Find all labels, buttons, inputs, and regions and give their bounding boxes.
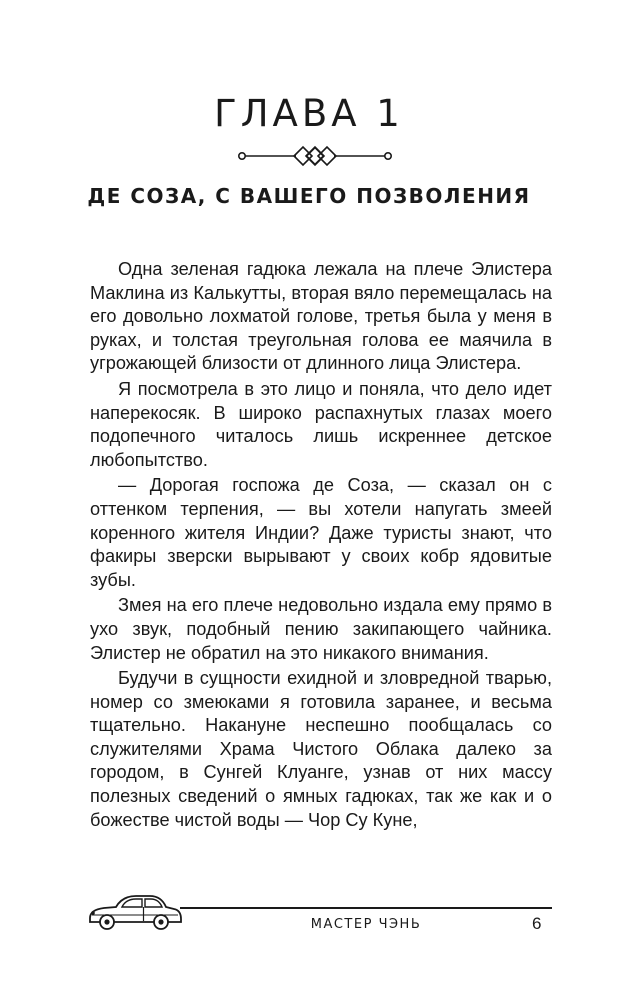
- paragraph: — Дорогая госпожа де Соза, — сказал он с оттенком терпения, — вы хотели напугать змеей коренного жителя Индии? Даже туристы знают, что факиры зверски вырывают у своих кобр ядовитые зубы.: [90, 475, 552, 590]
- paragraph: Будучи в сущности ехидной и зловредной тварью, номер со змеюками я готовила заранее, и весьма тщательно. Накануне неспешно пообщалась со служителями Храма Чистого Облака далеко за городом, в Сунгей Клуанге, узнав от них массу полезных сведений о ямных гадюках, так же как и о божестве чистой воды — Чор Су Куне,: [90, 668, 552, 830]
- footer-author: МАСТЕР ЧЭНЬ: [310, 917, 422, 932]
- chapter-title: ГЛАВА 1: [214, 92, 404, 135]
- footer-rule: [180, 907, 552, 909]
- page-number: 6: [532, 914, 542, 933]
- chapter-body: [90, 258, 552, 834]
- paragraph: Я посмотрела в это лицо и поняла, что дело идет наперекосяк. В широко распахнутых глазах моего подопечного читалось лишь искреннее детское любопытство.: [90, 378, 552, 470]
- chapter-subtitle: ДЕ СОЗА, С ВАШЕГО ПОЗВОЛЕНИЯ: [87, 184, 531, 208]
- ornament-divider-icon: [236, 140, 394, 172]
- paragraph: Змея на его плече недовольно издала ему прямо в ухо звук, подобный пению закипающего чайника. Элистер не обратил на это никакого внимания.: [90, 595, 552, 663]
- paragraph: Одна зеленая гадюка лежала на плече Элистера Маклина из Калькутты, вторая вяло перемещалась на его довольно лохматой голове, третья была у меня в руках, и толстая треугольная голова ее маячила в угрожающей близости от длинного лица Элистера.: [90, 259, 552, 374]
- vintage-car-icon: [86, 888, 182, 934]
